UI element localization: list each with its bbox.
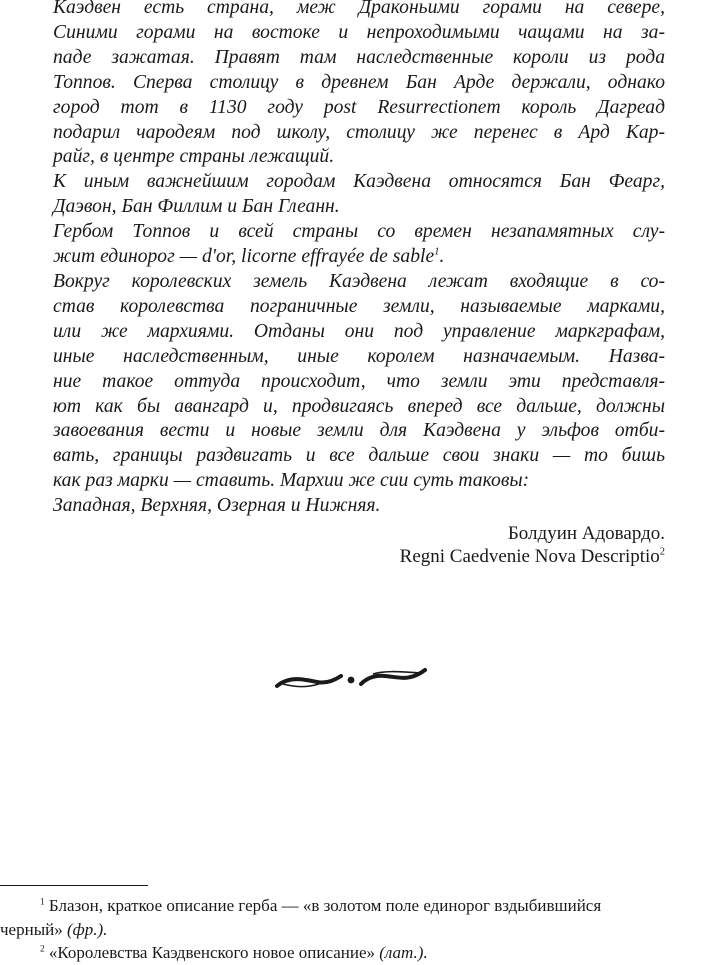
paragraph-cities [53, 170, 665, 220]
text-line: жит единорог — d'or, licorne effrayée de sable$^1$. [53, 245, 445, 268]
signature-block [400, 523, 665, 568]
text-line: или же мархиями. Отданы они под управление маркграфам, [53, 320, 665, 342]
footnote-1-line-2 [0, 918, 713, 942]
text-line: Топпов. Сперва столицу в древнем Бан Арде держали, однако [53, 71, 665, 93]
text-line: Даэвон, Бан Филлим и Бан Глеанн. [53, 196, 340, 218]
footnote-2-text: «Королевства Каэдвенского новое описание» [48, 943, 376, 962]
text-line: ют как бы авангард и, продвигаясь вперед все дальше, должны [53, 395, 665, 417]
text-line: Каэдвен есть страна, меж Драконьими горами на севере, [53, 0, 665, 18]
footnote-2-language: (лат.). [379, 943, 428, 962]
footnote-number-1: 1 [40, 897, 45, 908]
signature-work-title: Regni Caedvenie Nova Descriptio [399, 545, 660, 567]
main-text [53, 0, 665, 519]
text-segment: жит единорог — d'or, licorne effrayée de sable [53, 246, 435, 268]
paragraph-kaedwen-intro [53, 0, 665, 170]
text-line: К иным важнейшим городам Каэдвена относятся Бан Феарг, [53, 171, 665, 193]
footnote-ref-2: 2 [659, 546, 665, 558]
text-line: завоевания вести и новые земли для Каэдвена у эльфов отби- [53, 420, 665, 442]
footnote-ref-1: 1 [434, 245, 440, 258]
text-line: Синими горами на востоке и непроходимыми чащами на за- [53, 21, 665, 43]
paragraph-marches [53, 270, 665, 519]
text-line: Вокруг королевских земель Каэдвена лежат входящие в со- [53, 270, 665, 292]
footnote-1-language: (фр.). [66, 919, 108, 939]
text-line: вать, границы раздвигать и все дальше свои знаки — то бишь [53, 445, 665, 467]
text-line: Гербом Топпов и всей страны со времен незапамятных слу- [53, 221, 665, 243]
text-line: иные наследственным, иные королем назначаемым. Назва- [53, 345, 665, 367]
text-line: райг, в центре страны лежащий. [53, 146, 335, 168]
text-line: подарил чародеям под школу, столицу же перенес в Ард Кар- [53, 121, 665, 143]
footnote-2 [0, 941, 713, 965]
footnote-separator [0, 885, 148, 886]
text-line: как раз марки — ставить. Мархии же сии суть таковы: [53, 470, 530, 492]
footnote-number-2: 2 [40, 944, 45, 955]
signature-author: Болдуин Адовардо. [507, 523, 665, 544]
text-line: ние такое оттуда происходит, что земли эти представля- [53, 370, 665, 392]
footnote-1-text-end: черный» [0, 919, 63, 939]
text-line: город тот в 1130 году post Resurrectionem король Дагреад [53, 96, 665, 118]
footnote-1-text: Блазон, краткое описание герба — «в золотом поле единорог вздыбившийся [48, 896, 602, 915]
footnote-1-line-1 [0, 894, 713, 918]
ornament-divider-icon [275, 664, 427, 692]
text-line: паде зажатая. Правят там наследственные короли из рода [53, 46, 665, 68]
footnotes [0, 894, 713, 965]
signature-work [400, 546, 665, 569]
text-line: став королевства пограничные земли, называемые марками, [53, 295, 665, 317]
paragraph-coat-of-arms [53, 220, 665, 270]
text-line: Западная, Верхняя, Озерная и Нижняя. [53, 495, 381, 517]
